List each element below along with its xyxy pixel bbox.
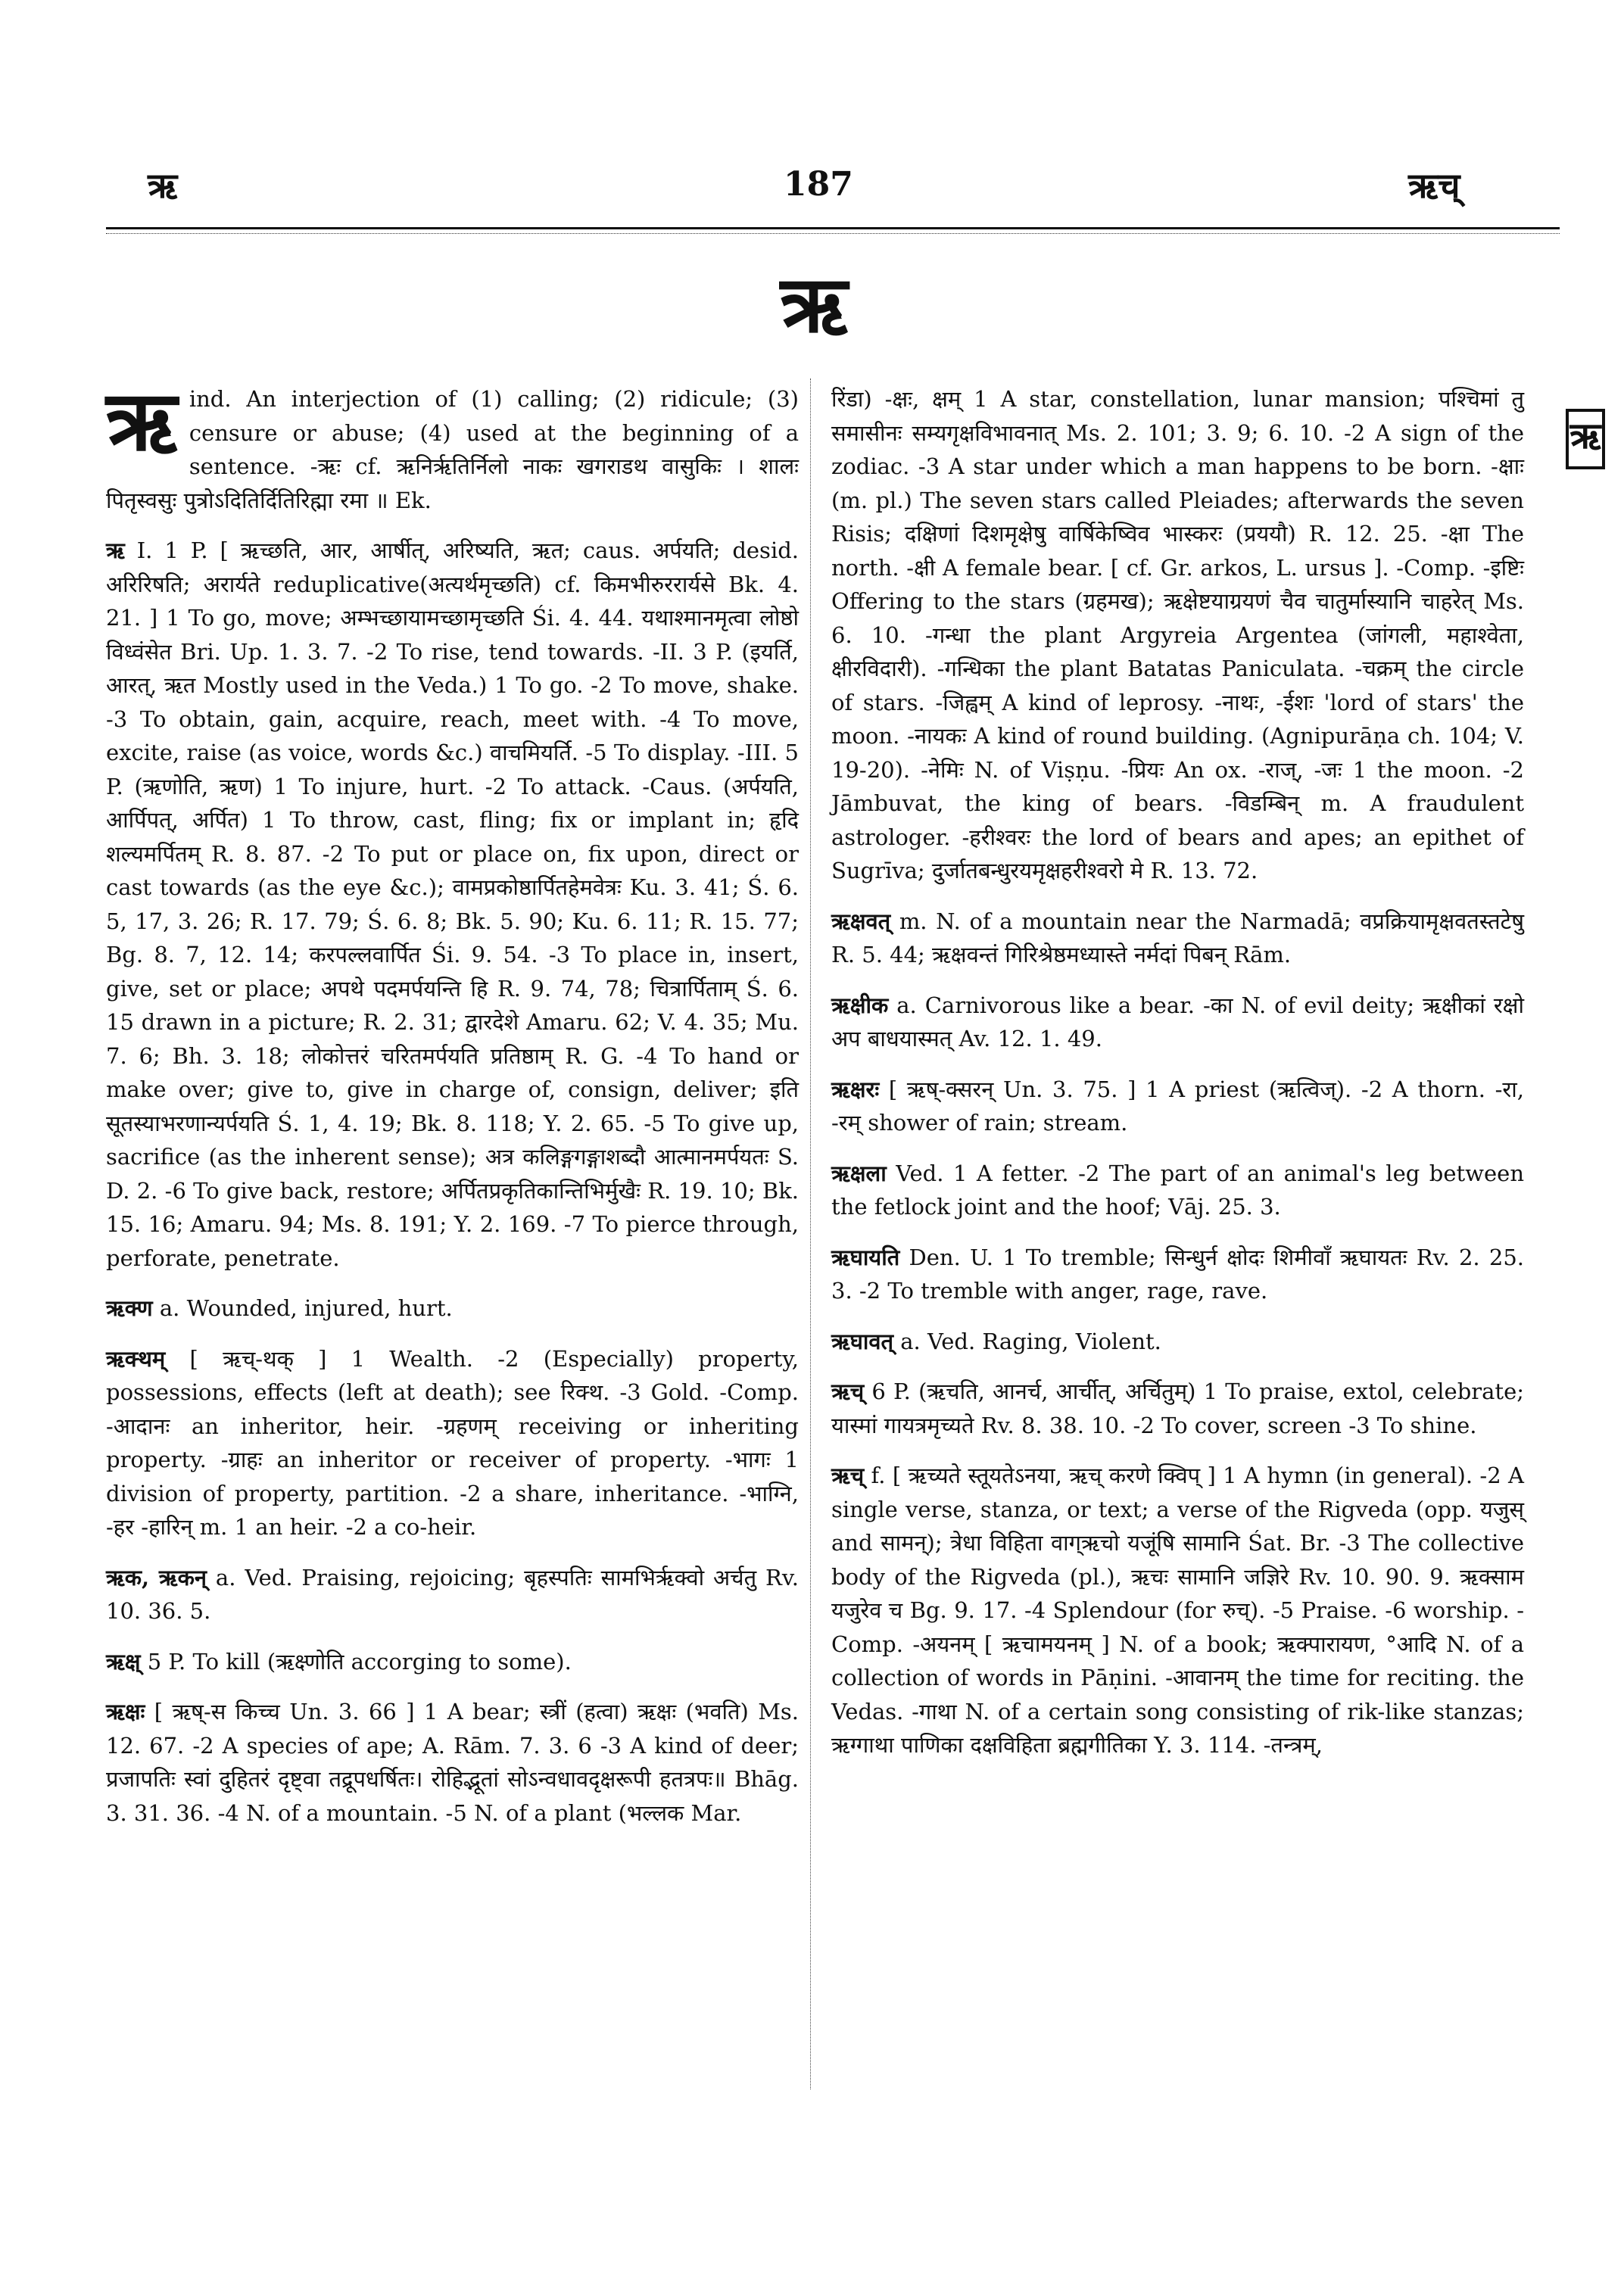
headword: ऋक्ण [106,1295,153,1321]
header-dotted-rule [106,233,1560,234]
running-head-left: ऋ [148,165,178,206]
entry-text: Den. U. 1 To tremble; सिन्धुर्न क्षोदः शिमीवाँ ऋघायतः Rv. 2. 25. 3. -2 To tremble with anger, rage, rave. [831,1244,1524,1304]
page-number: 187 [784,165,853,204]
entry-text: a. Carnivorous like a bear. -का N. of evil deity; ऋक्षीकां रक्षो अप बाधयास्मत् Av. 12. 1. 49. [831,992,1524,1051]
entry-text: [ ऋष्-क्सरन् Un. 3. 75. ] 1 A priest (ऋत्विज्). -2 A thorn. -रा, -रम् shower of rain; stream. [831,1076,1524,1136]
dictionary-entry [106,534,799,1275]
entry-text: [ ऋष्-स किच्च Un. 3. 66 ] 1 A bear; स्त्रीं (हत्वा) ऋक्षः (भवति) Ms. 12. 67. -2 A species of ape; A. Rām. 7. 3. 6 -3 A kind of deer; प्रजापतिः स्वां दुहितरं दृष्ट्वा तद्रूपधर्षितः। रोहिद्भूतां सोऽन्वधावदृक्षरूपी हतत्रपः॥ Bhāg. 3. 31. 36. -4 N. of a mountain. -5 N. of a plant (भल्लक Mar. [106,1699,799,1826]
entry-text: Ved. 1 A fetter. -2 The part of an animal's leg between the fetlock joint and the hoof; Vāj. 25. 3. [831,1160,1525,1220]
headword: ऋक्षवत् [831,908,891,934]
dictionary-entry [831,1073,1524,1140]
entry-text: f. [ ऋच्यते स्तूयतेऽनया, ऋच् करणे क्विप् ] 1 A hymn (in general). -2 A single verse, stanza, or text; a verse of the Rigveda (opp. यजुस् and सामन्); त्रेधा विहिता वाग्ऋचो यजूंषि सामानि Śat. Br. -3 The collective body of the Rigveda (pl.), ऋचः सामानि जज्ञिरे Rv. 10. 90. 9. ऋक्साम यजुरेव च Bg. 9. 17. -4 Splendour (for रुच्). -5 Praise. -6 worship. -Comp. -अयनम् [ ऋचामयनम् ] N. of a book; ऋक्पारायण, °आदि N. of a collection of words in Pāṇini. -आवानम् the time for reciting. the Vedas. -गाथा N. of a certain song consisting of rik-like stanzas; ऋग्गाथा पाणिका दक्षविहिता ब्रह्मगीतिका Y. 3. 114. -तन्त्रम्, [831,1463,1524,1758]
section-letter: ऋ [780,257,848,350]
entry-text: a. Wounded, injured, hurt. [159,1295,453,1321]
right-column [831,382,1524,1779]
dictionary-entry [106,1695,799,1830]
header-rule [106,227,1560,229]
entry-text: 6 P. (ऋचति, आनर्च, आर्चीत्, अर्चितुम्) 1 To praise, extol, celebrate; यास्मां गायत्रमृच्यते Rv. 8. 38. 10. -2 To cover, screen -3 To shine. [831,1379,1525,1438]
headword: ऋच् [831,1463,865,1488]
left-column [106,372,800,1846]
headword: ऋक, ऋकन् [106,1564,207,1590]
entry-text: [ ऋच्-थक् ] 1 Wealth. -2 (Especially) property, possessions, effects (left at death); see रिक्थ. -3 Gold. -Comp. -आदानः an inheritor, heir. -ग्रहणम् receiving or inheriting property. -ग्राहः an inheritor or receiver of property. -भागः 1 division of property, partition. -2 a share, inheritance. -भाग्नि, -हर -हारिन् m. 1 an heir. -2 a co-heir. [106,1345,800,1540]
dictionary-entry [831,1325,1524,1359]
entry-text: ind. An interjection of (1) calling; (2) ridicule; (3) censure or abuse; (4) used at the beginning of a sentence. -ऋः cf. ऋनिर्ऋतिर्निलो नाकः खगराडथ वासुकिः । शालः पितृस्वसुः पुत्रोऽदितिर्दितिरिह्मा रमा ॥ Ek. [106,386,799,513]
headword: ऋच् [831,1379,865,1404]
column-divider [810,379,811,2089]
dictionary-entry [831,1459,1524,1762]
running-head-right: ऋच् [1408,165,1460,206]
headword: ऋघावत् [831,1328,894,1354]
entry-text: a. Ved. Praising, rejoicing; बृहस्पतिः सामभिर्ऋक्वो अर्चतु Rv. 10. 36. 5. [106,1564,800,1624]
headword: ऋक्षरः [831,1076,880,1102]
dictionary-entry [831,1157,1524,1224]
thumb-index-mark: ऋ [1566,409,1605,469]
dictionary-entry [831,905,1524,972]
entry-text: m. N. of a mountain near the Narmadā; वप्रक्रियामृक्षवतस्तटेषु R. 5. 44; ऋक्षवन्तं गिरिश्रेष्ठमध्यास्ते नर्मदां पिबन् Rām. [831,908,1524,967]
headword: ऋ [106,537,125,563]
dictionary-entry [106,1342,799,1544]
dictionary-entry [106,372,799,517]
dictionary-entry [106,1561,799,1628]
dictionary-entry [831,1375,1524,1442]
dictionary-entry [831,989,1524,1056]
headword: ऋक्षला [831,1160,887,1186]
dictionary-entry-continued [831,382,1524,888]
dictionary-entry [831,1241,1524,1308]
dictionary-entry [106,1645,799,1679]
entry-text: I. 1 P. [ ऋच्छति, आर, आर्षीत्, अरिष्यति, ऋत; caus. अर्पयति; desid. अरिरिषति; अरार्यते reduplicative(अत्यर्थमृच्छति) cf. किमभीरुररार्यसे Bk. 4. 21. ] 1 To go, move; अम्भच्छायामच्छामृच्छति Śi. 4. 44. यथाश्मानमृत्वा लोष्ठो विध्वंसेत Bri. Up. 1. 3. 7. -2 To rise, tend towards. -II. 3 P. (इयर्ति, आरत्, ऋत Mostly used in the Veda.) 1 To go. -2 To move, shake. -3 To obtain, gain, acquire, reach, meet with. -4 To move, excite, raise (as voice, words &c.) वाचमियर्ति. -5 To display. -III. 5 P. (ऋणोति, ऋण) 1 To injure, hurt. -2 To attack. -Caus. (अर्पयति, आर्पिपत्, अर्पित) 1 To throw, cast, fling; fix or implant in; हृदि शल्यमर्पितम् R. 8. 87. -2 To put or place on, fix upon, direct or cast towards (as the eye &c.); वामप्रकोष्ठार्पितहेमवेत्रः Ku. 3. 41; Ś. 6. 5, 17, 3. 26; R. 17. 79; Ś. 6. 8; Bk. 5. 90; Ku. 6. 11; R. 15. 77; Bg. 8. 7, 12. 14; करपल्लवार्पित Śi. 9. 54. -3 To place in, insert, give, set or place; अपथे पदमर्पयन्ति हि R. 9. 74, 78; चित्रार्पिताम् Ś. 6. 15 drawn in a picture; R. 2. 31; द्वारदेशे Amaru. 62; V. 4. 35; Mu. 7. 6; Bh. 3. 18; लोकोत्तरं चरितमर्पयति प्रतिष्ठाम् R. G. -4 To hand or make over; give to, give in charge of, consign, deliver; इति सूतस्याभरणान्यर्पयति Ś. 1, 4. 19; Bk. 8. 118; Y. 2. 65. -5 To give up, sacrifice (as the inherent sense); अत्र कलिङ्गगङ्गाशब्दौ आत्मानमर्पयतः S. D. 2. -6 To give back, restore; अर्पितप्रकृतिकान्तिभिर्मुखैः R. 19. 10; Bk. 15. 16; Amaru. 94; Ms. 8. 191; Y. 2. 169. -7 To pierce through, perforate, penetrate. [106,537,799,1271]
headword: ऋक्षीक [831,992,889,1018]
headword: ऋक्षः [106,1699,145,1724]
entry-text: a. Ved. Raging, Violent. [900,1328,1161,1354]
drop-cap: ऋ [106,372,177,469]
dictionary-entry [106,1291,799,1326]
headword: ऋक्ष् [106,1648,141,1675]
headword: ऋघायति [831,1244,900,1270]
headword: ऋक्थम् [106,1345,166,1372]
entry-text: 5 P. To kill (ऋक्ष्णोति accorging to some). [147,1648,572,1675]
entry-text: रिंडा) -क्षः, क्षम् 1 A star, constellation, lunar mansion; पश्चिमां तु समासीनः सम्यगृक्षविभावनात् Ms. 2. 101; 3. 9; 6. 10. -2 A sign of the zodiac. -3 A star under which a man happens to be born. -क्षाः (m. pl.) The seven stars called Pleiades; afterwards the seven Risis; दक्षिणां दिशमृक्षेषु वार्षिकेष्विव भास्करः (प्रययौ) R. 12. 25. -क्षा The north. -क्षी A female bear. [ cf. Gr. arkos, L. ursus ]. -Comp. -इष्टिः Offering to the stars (ग्रहमख); ऋक्षेष्टयाग्रयणं चैव चातुर्मास्यानि चाहरेत् Ms. 6. 10. -गन्धा the plant Argyreia Argentea (जांगली, महाश्वेता, क्षीरविदारी). -गन्धिका the plant Batatas Paniculata. -चक्रम् the circle of stars. -जिह्वम् A kind of leprosy. -नाथः, -ईशः 'lord of stars' the moon. -नायकः A kind of round building. (Agnipurāṇa ch. 104; V. 19-20). -नेमिः N. of Viṣṇu. -प्रियः An ox. -राज्, -जः 1 the moon. -2 Jāmbuvat, the king of bears. -विडम्बिन् m. A fraudulent astrologer. -हरीश्वरः the lord of bears and apes; an epithet of Sugrīva; दुर्जातबन्धुरयमृक्षहरीश्वरो मे R. 13. 72. [831,386,1524,883]
